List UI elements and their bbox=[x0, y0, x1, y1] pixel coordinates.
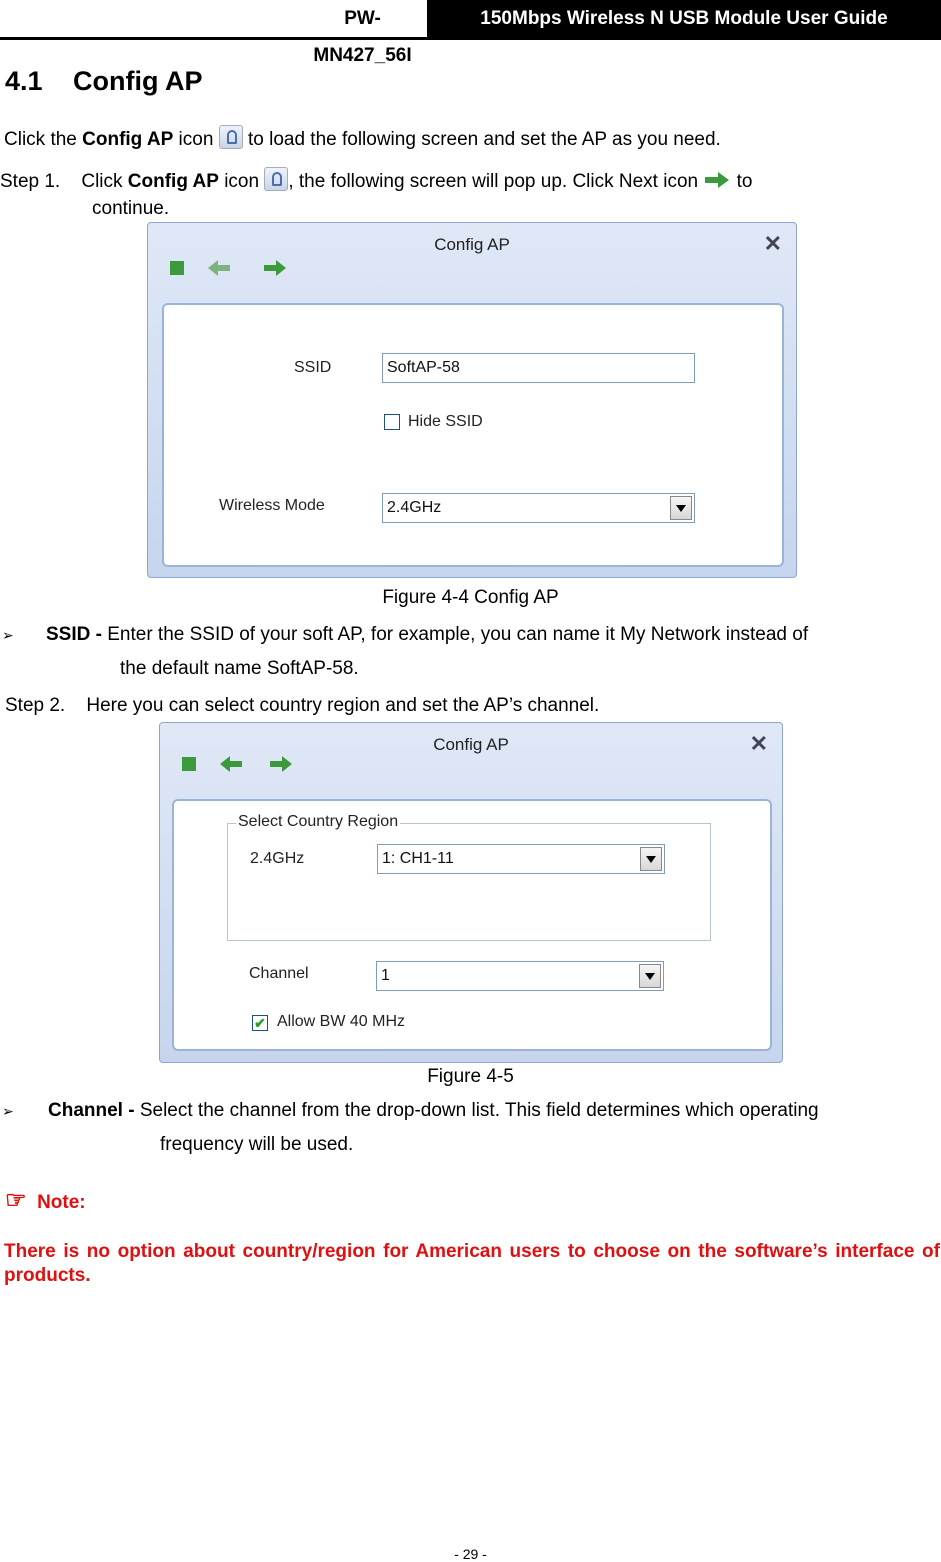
section-heading bbox=[5, 66, 202, 97]
config-ap-dialog-2 bbox=[159, 722, 783, 1063]
note-label: Note: bbox=[37, 1192, 86, 1213]
dialog-toolbar bbox=[180, 753, 310, 775]
channel-label: Channel bbox=[249, 965, 309, 982]
step2-label: Step 2. bbox=[5, 695, 66, 716]
country-region-value: 1: CH1-11 bbox=[382, 850, 454, 867]
chevron-down-icon[interactable] bbox=[639, 964, 661, 988]
chevron-down-icon[interactable] bbox=[670, 496, 692, 520]
step1-bold: Config AP bbox=[127, 171, 219, 192]
step2-text: Here you can select country region and set the AP’s channel. bbox=[86, 695, 600, 716]
bullet1-bold: SSID - bbox=[46, 624, 108, 645]
bullet1-continue: the default name SoftAP-58. bbox=[120, 658, 359, 679]
next-arrow-icon[interactable] bbox=[264, 260, 286, 276]
step1-click: Click bbox=[81, 171, 128, 192]
dialog-panel bbox=[172, 799, 772, 1051]
section-number: 4.1 bbox=[5, 66, 43, 96]
wireless-mode-value: 2.4GHz bbox=[387, 499, 442, 516]
channel-select[interactable] bbox=[376, 961, 664, 991]
back-arrow-icon[interactable] bbox=[208, 260, 230, 276]
bullet2-bold: Channel - bbox=[48, 1100, 140, 1121]
wireless-mode-select[interactable] bbox=[382, 493, 695, 523]
page-number: - 29 - bbox=[454, 1546, 487, 1562]
step1-icon-word: icon bbox=[218, 171, 265, 192]
section-title: Config AP bbox=[73, 66, 203, 96]
header-guide-title: 150Mbps Wireless N USB Module User Guide bbox=[427, 0, 941, 37]
figure-caption: Figure 4-4 Config AP bbox=[382, 587, 559, 608]
step1-text: , the following screen will pop up. Click Next icon bbox=[288, 171, 704, 192]
country-region-legend: Select Country Region bbox=[238, 813, 399, 830]
bullet-arrow-icon: ➢ bbox=[2, 1103, 14, 1119]
config-ap-icon bbox=[264, 167, 288, 191]
bullet1-text: Enter the SSID of your soft AP, for example, you can name it My Network instead of bbox=[107, 624, 809, 645]
dialog-title: Config AP bbox=[433, 735, 509, 754]
note-text: There is no option about country/region for American users to choose on the software’s interface of products. bbox=[4, 1241, 940, 1286]
bullet-arrow-icon: ➢ bbox=[2, 627, 14, 643]
hide-ssid-label: Hide SSID bbox=[408, 413, 483, 430]
step1-continue: continue. bbox=[92, 198, 170, 219]
chevron-down-icon[interactable] bbox=[640, 847, 662, 871]
band-label: 2.4GHz bbox=[250, 850, 305, 867]
step2-paragraph bbox=[5, 694, 599, 718]
bullet2-continue: frequency will be used. bbox=[160, 1134, 354, 1155]
bullet-ssid bbox=[2, 623, 940, 647]
header-model: PW-MN427_56I bbox=[313, 8, 412, 66]
country-region-select[interactable] bbox=[377, 844, 665, 874]
allow-bw40-checkbox[interactable]: ✔ bbox=[252, 1015, 268, 1031]
header-divider bbox=[0, 37, 941, 40]
config-ap-dialog bbox=[147, 222, 797, 578]
channel-value: 1 bbox=[381, 967, 390, 984]
intro-post: to load the following screen and set the AP as you need. bbox=[247, 129, 721, 150]
intro-mid: icon bbox=[173, 129, 219, 150]
config-ap-icon bbox=[219, 125, 243, 149]
close-icon[interactable]: ✕ bbox=[763, 231, 782, 256]
note-heading bbox=[5, 1186, 86, 1215]
step1-paragraph bbox=[0, 167, 941, 194]
stop-icon[interactable] bbox=[182, 757, 196, 771]
intro-paragraph bbox=[4, 125, 721, 152]
ssid-input[interactable]: SoftAP-58 bbox=[382, 353, 695, 383]
bullet2-text: Select the channel from the drop-down list. This field determines which operating bbox=[139, 1100, 819, 1121]
next-arrow-icon[interactable] bbox=[270, 756, 292, 772]
next-arrow-icon bbox=[703, 170, 731, 190]
dialog-title: Config AP bbox=[434, 235, 510, 254]
dialog-toolbar bbox=[168, 257, 298, 279]
step1-label: Step 1. bbox=[0, 171, 61, 192]
intro-bold: Config AP bbox=[82, 129, 174, 150]
bullet-channel bbox=[2, 1099, 940, 1123]
pointing-hand-icon: ☞ bbox=[5, 1187, 27, 1214]
allow-bw40-label: Allow BW 40 MHz bbox=[277, 1013, 406, 1030]
stop-icon[interactable] bbox=[170, 261, 184, 275]
wireless-mode-label: Wireless Mode bbox=[219, 497, 325, 514]
country-region-group bbox=[227, 813, 711, 941]
ssid-label: SSID bbox=[294, 359, 332, 376]
hide-ssid-checkbox[interactable] bbox=[384, 414, 400, 430]
figure-caption-2: Figure 4-5 bbox=[427, 1066, 514, 1087]
close-icon[interactable]: ✕ bbox=[749, 731, 768, 756]
step1-to: to bbox=[731, 171, 753, 192]
intro-pre: Click the bbox=[4, 129, 83, 150]
dialog-panel bbox=[162, 303, 784, 567]
back-arrow-icon[interactable] bbox=[220, 756, 242, 772]
